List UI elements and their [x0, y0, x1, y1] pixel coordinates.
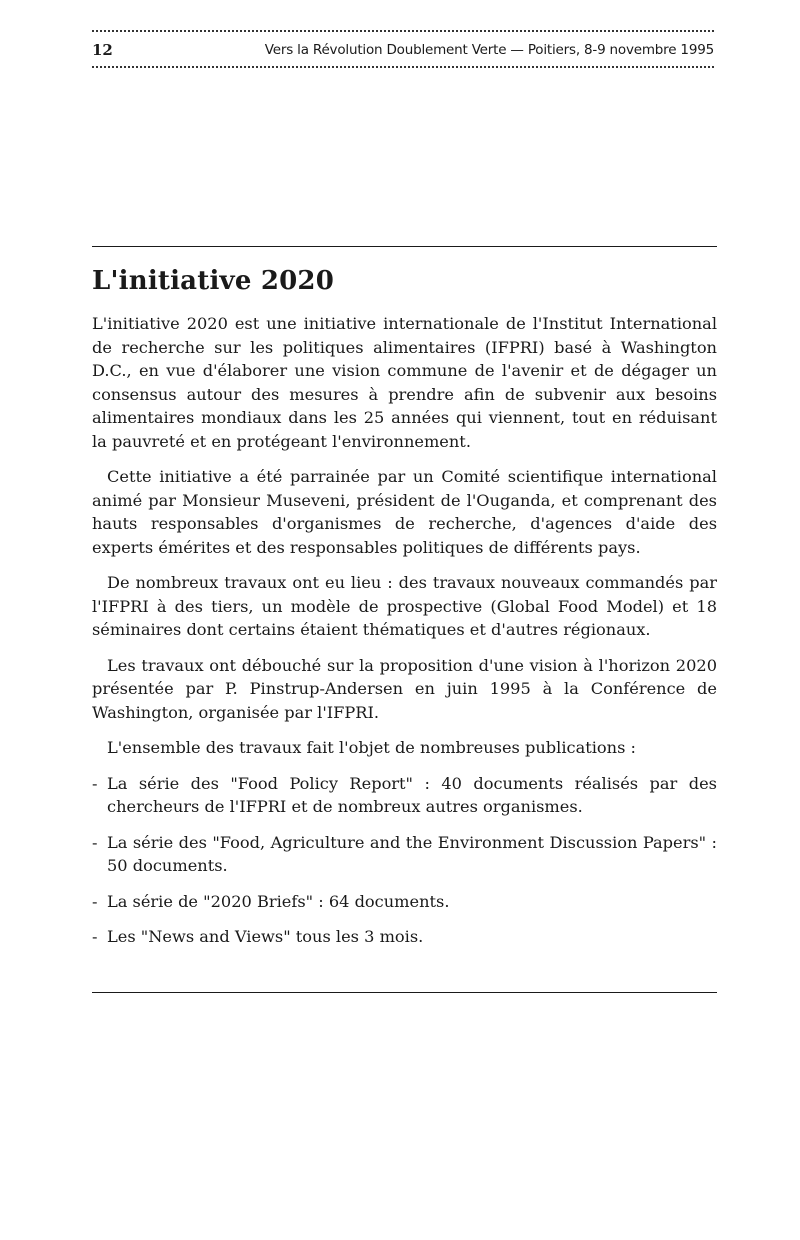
publication-list: [92, 772, 717, 949]
list-item-text: Les "News and Views" tous les 3 mois.: [107, 927, 424, 946]
list-dash: -: [92, 891, 98, 911]
bottom-divider: [92, 992, 717, 993]
list-item-text: La série de "2020 Briefs" : 64 documents.: [107, 891, 450, 911]
paragraph-publications-intro: L'ensemble des travaux fait l'objet de nombreuses publications :: [107, 738, 636, 757]
list-item-text: La série des "Food, Agriculture and the Environment Discussion Papers" : 50 documents.: [107, 832, 717, 875]
section-body: [92, 312, 717, 961]
paragraph-vision: Les travaux ont débouché sur la proposition d'une vision à l'horizon 2020 présentée par P. Pinstrup-Andersen en juin 1995 à la Conférence de Washington, organisée par l'IFPRI.: [92, 655, 717, 722]
list-item: [92, 925, 717, 949]
section-title: L'initiative 2020: [92, 266, 334, 296]
paragraph-intro: L'initiative 2020 est une initiative internationale de l'Institut International de recherche sur les politiques alimentaires (IFPRI) basé à Washington D.C., en vue d'élaborer une vision commune de l'avenir et de dégager un consensus autour des mesures à prendre afin de subvenir aux besoins alimentaires mondiaux dans les 25 années qui viennent, tout en réduisant la pauvreté et en protégeant l'environnement.: [92, 314, 717, 451]
list-dash: -: [92, 773, 98, 793]
list-item-text: La série des "Food Policy Report" : 40 documents réalisés par des chercheurs de l'IFPRI et de nombreux autres organismes.: [107, 773, 717, 816]
list-item: [92, 890, 717, 914]
running-title: Vers la Révolution Doublement Verte — Poitiers, 8-9 novembre 1995: [264, 42, 714, 58]
top-divider: [92, 246, 717, 247]
list-dash: -: [92, 832, 98, 852]
list-dash: -: [92, 927, 98, 946]
page-number: 12: [92, 41, 113, 59]
list-item: [92, 831, 717, 878]
list-item: [92, 772, 717, 819]
page-header: [92, 30, 714, 68]
paragraph-committee: Cette initiative a été parrainée par un Comité scientifique international animé par Monsieur Museveni, président de l'Ouganda, et comprenant des hauts responsables d'organismes de recherche, d'agences d'aide des experts émérites et des responsables politiques de différents pays.: [92, 467, 717, 557]
paragraph-works: De nombreux travaux ont eu lieu : des travaux nouveaux commandés par l'IFPRI à des tiers, un modèle de prospective (Global Food Model) et 18 séminaires dont certains étaient thématiques et d'autres régionaux.: [92, 573, 717, 639]
